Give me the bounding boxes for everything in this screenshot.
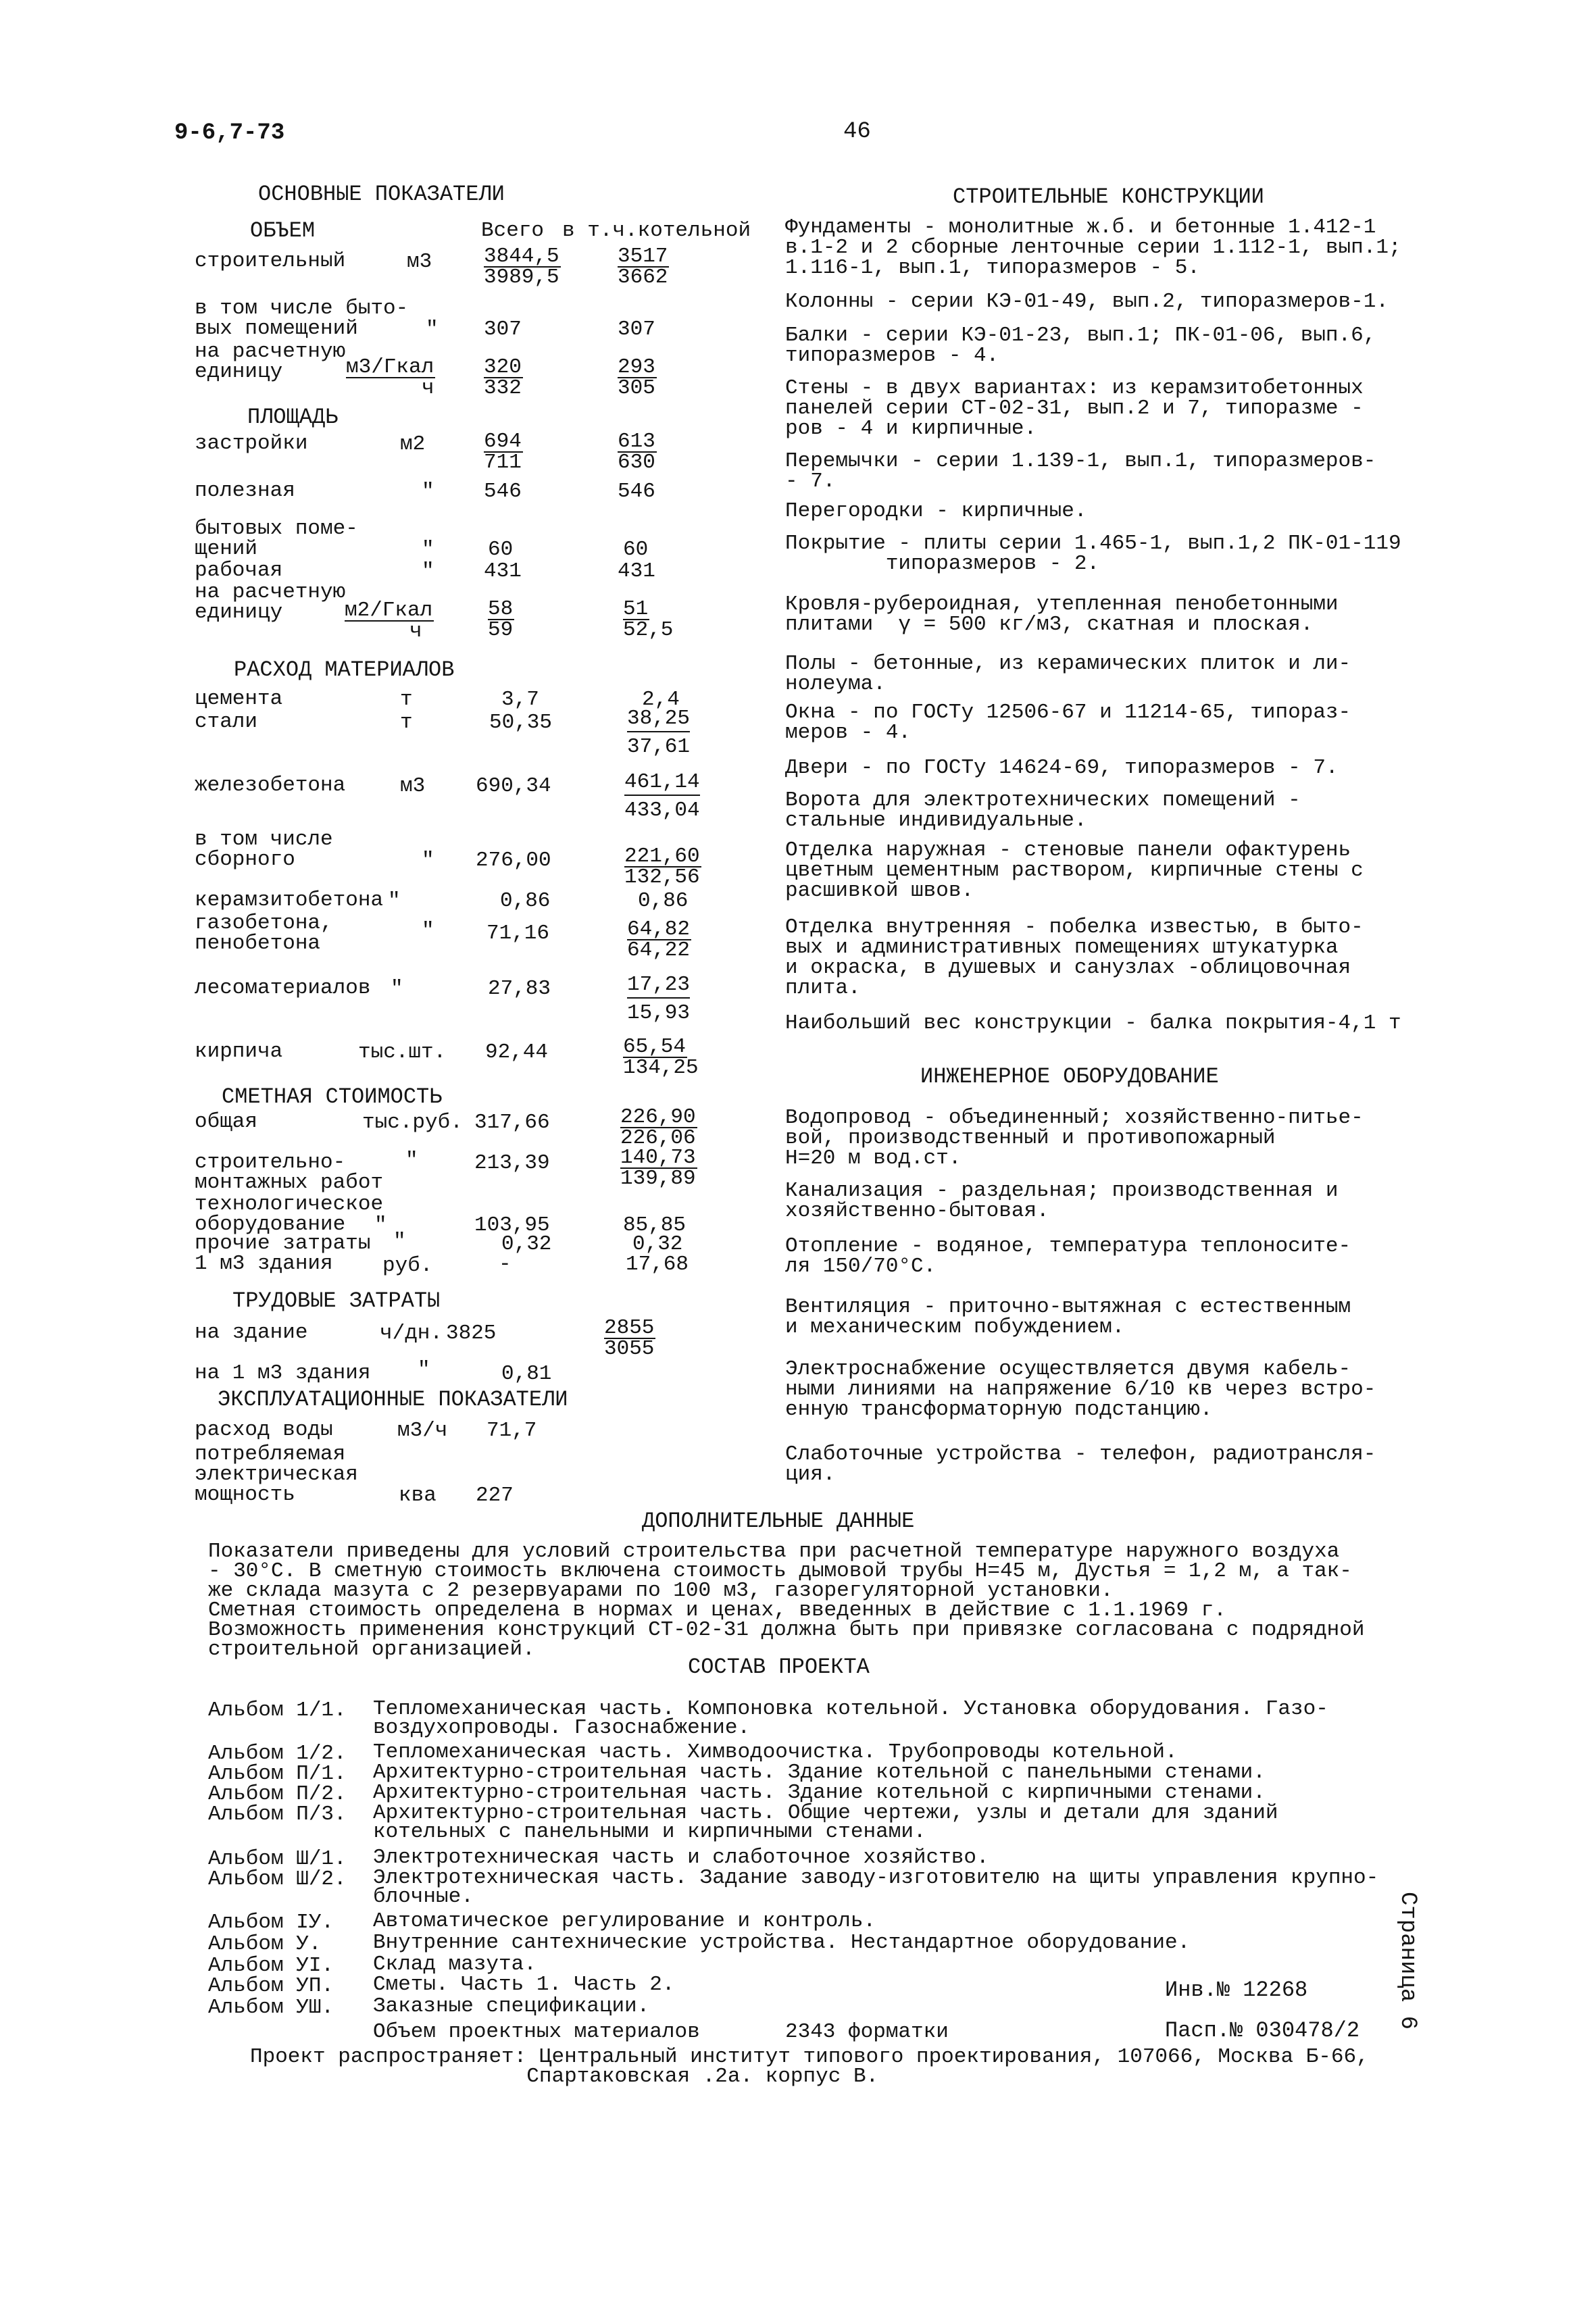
materials-claycon-total: 0,86 — [500, 889, 551, 913]
cost-total-boiler: $\frac{226,90}{226,06}$ — [620, 1105, 696, 1150]
materials-rc-boiler: $\frac{461,14}{433,04}$ — [624, 770, 700, 822]
album-description: Тепломеханическая часть. Компоновка котельной. Установка оборудования. Газо- воздухопроводы. Газоснабжение. — [373, 1697, 1328, 1740]
engineering-power-supply: Электроснабжение осуществляется двумя кабель- ными линиями на напряжение 6/10 кв через встро- енную трансформаторную подстанцию. — [785, 1357, 1376, 1422]
album-code: Альбом УШ. — [208, 1996, 334, 2019]
area-working-label: рабочая — [195, 559, 283, 582]
labor-m3-label: на 1 м3 здания — [195, 1361, 371, 1385]
album-code: Альбом П/1. — [208, 1762, 347, 1786]
structure-beams: Балки - серии КЭ-01-23, вып.1; ПК-01-06, вып.6, типоразмеров - 4. — [785, 324, 1376, 368]
area-useful-boiler: 546 — [618, 480, 655, 503]
labor-building-unit: ч/дн. — [380, 1322, 443, 1345]
materials-rc-unit: м3 — [400, 774, 426, 798]
labor-m3-total: 0,81 — [501, 1362, 552, 1386]
cost-title: СМЕТНАЯ СТОИМОСТЬ — [222, 1084, 443, 1109]
cost-equipment-label: технологическое оборудование — [195, 1192, 384, 1236]
materials-timber-label: лесоматериалов — [195, 976, 371, 1000]
area-working-total: 431 — [484, 559, 522, 583]
cost-equipment-total: 103,95 — [474, 1213, 550, 1237]
operation-water-label: расход воды — [195, 1418, 333, 1442]
cost-equipment-unit: " — [374, 1213, 387, 1237]
album-code: Альбом У. — [208, 1932, 322, 1956]
cost-other-label: прочие затраты — [195, 1232, 371, 1255]
area-amenity-unit: " — [422, 538, 434, 561]
album-description: Тепломеханическая часть. Химводоочистка. Трубопроводы котельной. — [373, 1740, 1178, 1764]
volume-amenity-unit: " — [426, 318, 439, 341]
cost-other-total: 0,32 — [501, 1232, 552, 1256]
cost-construction-label: строительно- монтажных работ — [195, 1151, 384, 1194]
area-built-boiler: $\frac{613}{630}$ — [618, 430, 655, 474]
materials-rc-label: железобетона — [195, 774, 346, 797]
side-page-label: Страница 6 — [1395, 1892, 1420, 2030]
materials-cement-unit: т — [400, 688, 413, 711]
area-perunit-label: на расчетную единицу — [195, 580, 346, 624]
structure-floors: Полы - бетонные, из керамических плиток и ли- нолеума. — [785, 652, 1351, 696]
labor-building-boiler: $\frac{2855}{3055}$ — [604, 1316, 655, 1361]
volume-amenity-total: 307 — [484, 318, 522, 341]
area-useful-unit: " — [422, 480, 434, 503]
album-code: Альбом 1/2. — [208, 1742, 347, 1765]
album-code: Альбом П/2. — [208, 1782, 347, 1806]
cost-m3-unit: руб. — [382, 1254, 433, 1278]
album-description: Внутренние сантехнические устройства. Нестандартное оборудование. — [373, 1931, 1191, 1955]
cost-construction-total: 213,39 — [474, 1151, 550, 1175]
cost-other-boiler: 0,32 — [632, 1232, 683, 1256]
album-description: Архитектурно-строительная часть. Здание котельной с панельными стенами. — [373, 1761, 1266, 1784]
materials-cement-total: 3,7 — [501, 688, 539, 711]
album-description: Архитектурно-строительная часть. Общие чертежи, узлы и детали для зданий котельных с панельными и кирпичными стенами. — [373, 1801, 1278, 1844]
album-code: Альбом П/3. — [208, 1803, 347, 1826]
area-useful-total: 546 — [484, 480, 522, 503]
project-title: СОСТАВ ПРОЕКТА — [688, 1655, 870, 1680]
materials-brick-unit: тыс.шт. — [358, 1040, 447, 1064]
materials-cement-boiler: 2,4 — [642, 688, 680, 711]
operation-power-total: 227 — [476, 1484, 514, 1507]
structure-roofing: Покрытие - плиты серии 1.465-1, вып.1,2 ПК-01-119 типоразмеров - 2. — [785, 532, 1401, 576]
album-code: Альбом Ш/2. — [208, 1867, 347, 1891]
operation-water-total: 71,7 — [487, 1419, 537, 1442]
materials-precast-unit: " — [422, 849, 434, 872]
materials-volume-value: 2343 форматки — [785, 2020, 949, 2044]
materials-gascon-total: 71,16 — [487, 922, 550, 945]
structure-foundations: Фундаменты - монолитные ж.б. и бетонные 1.412-1 в.1-2 и 2 сборные ленточные серии 1.112-1, вып.1; 1.116-1, вып.1, типоразмеров - 5. — [785, 216, 1401, 280]
cost-total-label: общая — [195, 1110, 258, 1134]
cost-equipment-boiler: 85,85 — [623, 1213, 687, 1237]
volume-amenity-label: в том числе быто- вых помещений — [195, 297, 409, 341]
structure-max-weight: Наибольший вес конструкции - балка покрытия-4,1 т — [785, 1011, 1401, 1035]
structure-columns: Колонны - серии КЭ-01-49, вып.2, типоразмеров-1. — [785, 290, 1389, 313]
materials-precast-total: 276,00 — [476, 849, 551, 872]
structure-roof-cover: Кровля-рубероидная, утепленная пенобетонными плитами γ = 500 кг/м3, скатная и плоская. — [785, 593, 1339, 636]
structure-doors: Двери - по ГОСТу 14624-69, типоразмеров - 7. — [785, 756, 1339, 780]
indicators-title: ОСНОВНЫЕ ПОКАЗАТЕЛИ — [258, 182, 505, 207]
volume-perunit-total: $\frac{320}{332}$ — [484, 355, 522, 400]
structure-partitions: Перегородки - кирпичные. — [785, 499, 1087, 523]
album-description: Склад мазута. — [373, 1953, 537, 1976]
area-perunit-total: $\frac{58}{59}$ — [488, 597, 514, 642]
materials-steel-boiler: $\frac{38,25}{37,61}$ — [627, 707, 691, 759]
album-description: Автоматическое регулирование и контроль. — [373, 1909, 876, 1933]
engineering-sewerage: Канализация - раздельная; производственная и хозяйственно-бытовая. — [785, 1179, 1339, 1223]
album-code: Альбом Ш/1. — [208, 1847, 347, 1871]
area-amenity-boiler: 60 — [623, 538, 649, 561]
structures-title: СТРОИТЕЛЬНЫЕ КОНСТРУКЦИИ — [953, 184, 1264, 209]
materials-cement-label: цемента — [195, 687, 283, 711]
materials-claycon-boiler: 0,86 — [638, 889, 689, 913]
materials-title: РАСХОД МАТЕРИАЛОВ — [234, 657, 455, 682]
materials-volume-label: Объем проектных материалов — [373, 2020, 700, 2044]
materials-gascon-boiler: $\frac{64,82}{64,22}$ — [627, 917, 691, 962]
materials-gascon-unit: " — [422, 919, 434, 942]
structure-lintels: Перемычки - серии 1.139-1, вып.1, типоразмеров- - 7. — [785, 449, 1376, 493]
materials-steel-total: 50,35 — [489, 711, 553, 734]
area-working-boiler: 431 — [618, 559, 655, 583]
area-working-unit: " — [422, 559, 434, 583]
album-description: Заказные спецификации. — [373, 1994, 650, 2018]
operation-power-unit: ква — [399, 1484, 437, 1507]
labor-building-total: 3825 — [446, 1322, 497, 1345]
volume-building-boiler: $\frac{3517}{3662}$ — [618, 245, 668, 289]
project-distributor: Проект распространяет: Центральный институт типового проектирования, 107066, Москва Б-66, Спартаковская .2а. корпус В. — [250, 2045, 1369, 2088]
cost-total-total: 317,66 — [474, 1111, 550, 1134]
engineering-ventilation: Вентиляция - приточно-вытяжная с естественным и механическим побуждением. — [785, 1295, 1351, 1339]
operation-title: ЭКСПЛУАТАЦИОННЫЕ ПОКАЗАТЕЛИ — [218, 1387, 568, 1412]
cost-m3-boiler: 17,68 — [626, 1253, 689, 1276]
volume-title: ОБЪЕМ — [250, 218, 316, 243]
materials-precast-label: в том числе сборного — [195, 828, 333, 872]
cost-m3-total: - — [499, 1253, 512, 1276]
materials-gascon-label: газобетона, пенобетона — [195, 911, 333, 955]
album-code: Альбом УI. — [208, 1954, 334, 1978]
area-amenity-total: 60 — [488, 538, 514, 561]
materials-brick-label: кирпича — [195, 1040, 283, 1063]
area-amenity-label: бытовых поме- щений — [195, 517, 358, 561]
structure-walls: Стены - в двух вариантах: из керамзитобетонных панелей серии СТ-02-31, вып.2 и 7, типоразме - ров - 4 и кирпичные. — [785, 376, 1364, 441]
volume-perunit-label: на расчетную единицу — [195, 340, 346, 384]
volume-building-label: строительный — [195, 249, 346, 273]
cost-other-unit: " — [393, 1230, 406, 1253]
labor-building-label: на здание — [195, 1321, 308, 1344]
cost-total-unit: тыс.руб. — [362, 1111, 463, 1134]
document-code: 9-6,7-73 — [174, 120, 285, 146]
col-boiler-header: в т.ч.котельной — [562, 219, 751, 243]
structure-windows: Окна - по ГОСТу 12506-67 и 11214-65, типораз- меров - 4. — [785, 701, 1351, 745]
area-useful-label: полезная — [195, 479, 295, 503]
engineering-low-current: Слаботочные устройства - телефон, радиотрансля- ция. — [785, 1442, 1376, 1486]
album-code: Альбом IУ. — [208, 1911, 334, 1934]
structure-gates: Ворота для электротехнических помещений - стальные индивидуальные. — [785, 788, 1301, 832]
volume-amenity-boiler: 307 — [618, 318, 655, 341]
materials-brick-total: 92,44 — [485, 1040, 549, 1064]
materials-timber-boiler: $\frac{17,23}{15,93}$ — [627, 973, 691, 1025]
engineering-water-supply: Водопровод - объединенный; хозяйственно-питье- вой, производственный и противопожарный Н=20 м вод.ст. — [785, 1106, 1364, 1170]
materials-timber-unit: " — [391, 977, 403, 1001]
structure-exterior-finish: Отделка наружная - стеновые панели офактурень цветным цементным раствором, кирпичные стены с расшивкой швов. — [785, 838, 1364, 903]
volume-perunit-boiler: $\frac{293}{305}$ — [618, 355, 655, 400]
materials-timber-total: 27,83 — [488, 977, 551, 1001]
album-code: Альбом 1/1. — [208, 1699, 347, 1722]
cost-construction-boiler: $\frac{140,73}{139,89}$ — [620, 1146, 696, 1190]
structure-interior-finish: Отделка внутренняя - побелка известью, в быто- вых и административных помещениях штукатурка и окраска, в душевых и санузлах -облицовочная плита. — [785, 915, 1364, 1000]
col-total-header: Всего — [481, 219, 545, 243]
passport-number: Пасп.№ 030478/2 — [1165, 2018, 1360, 2043]
materials-brick-boiler: $\frac{65,54}{134,25}$ — [623, 1035, 699, 1080]
area-built-label: застройки — [195, 432, 308, 455]
album-description: Сметы. Часть 1. Часть 2. — [373, 1973, 675, 1996]
volume-perunit-unit: м3/Гкал ч — [346, 355, 434, 400]
operation-water-unit: м3/ч — [397, 1419, 448, 1442]
materials-claycon-unit: " — [388, 889, 401, 913]
materials-steel-unit: т — [400, 711, 413, 734]
additional-text: Показатели приведены для условий строительства при расчетной температуре наружного воздуха - 30°С. В сметную стоимость включена стоимость дымовой трубы Н=45 м, Дустья = 1,2 м, а так- же склада мазута с 2 резервуарами по 100 м3, газорегуляторной установки. Сметная стоимость определена в нормах и ценах, введенных в действие с 1.1.1969 г. Возможность применения конструкций СТ-02-31 должна быть при привязке согласована с подрядной строительной организацией. — [208, 1540, 1365, 1661]
engineering-heating: Отопление - водяное, температура теплоносите- ля 150/70°С. — [785, 1234, 1351, 1278]
inventory-number: Инв.№ 12268 — [1165, 1978, 1308, 2003]
engineering-title: ИНЖЕНЕРНОЕ ОБОРУДОВАНИЕ — [920, 1064, 1219, 1089]
volume-building-unit: м3 — [407, 250, 432, 274]
area-perunit-boiler: $\frac{51}{52,5}$ — [623, 597, 674, 642]
area-built-unit: м2 — [400, 432, 426, 456]
album-description: Электротехническая часть. Задание заводу-изготовителю на щиты управления крупно- блочные. — [373, 1866, 1379, 1909]
album-description: Электротехническая часть и слаботочное хозяйство. — [373, 1846, 989, 1869]
materials-steel-label: стали — [195, 710, 258, 734]
area-title: ПЛОЩАДЬ — [247, 405, 339, 430]
additional-title: ДОПОЛНИТЕЛЬНЫЕ ДАННЫЕ — [642, 1509, 915, 1534]
labor-m3-unit: " — [418, 1358, 430, 1382]
area-perunit-unit: м2/Гкал ч — [345, 599, 433, 643]
album-code: Альбом УП. — [208, 1974, 334, 1998]
area-built-total: $\frac{694}{711}$ — [484, 430, 522, 474]
cost-construction-unit: " — [405, 1149, 418, 1172]
volume-building-total: $\frac{3844,5}{3989,5}$ — [484, 245, 559, 289]
materials-claycon-label: керамзитобетона — [195, 888, 384, 912]
cost-m3-label: 1 м3 здания — [195, 1252, 333, 1276]
album-description: Архитектурно-строительная часть. Здание котельной с кирпичными стенами. — [373, 1781, 1266, 1805]
operation-power-label: потребляемая электрическая мощность — [195, 1442, 358, 1507]
materials-rc-total: 690,34 — [476, 774, 551, 798]
materials-precast-boiler: $\frac{221,60}{132,56}$ — [624, 845, 700, 889]
page-number: 46 — [843, 119, 871, 145]
labor-title: ТРУДОВЫЕ ЗАТРАТЫ — [232, 1288, 441, 1313]
